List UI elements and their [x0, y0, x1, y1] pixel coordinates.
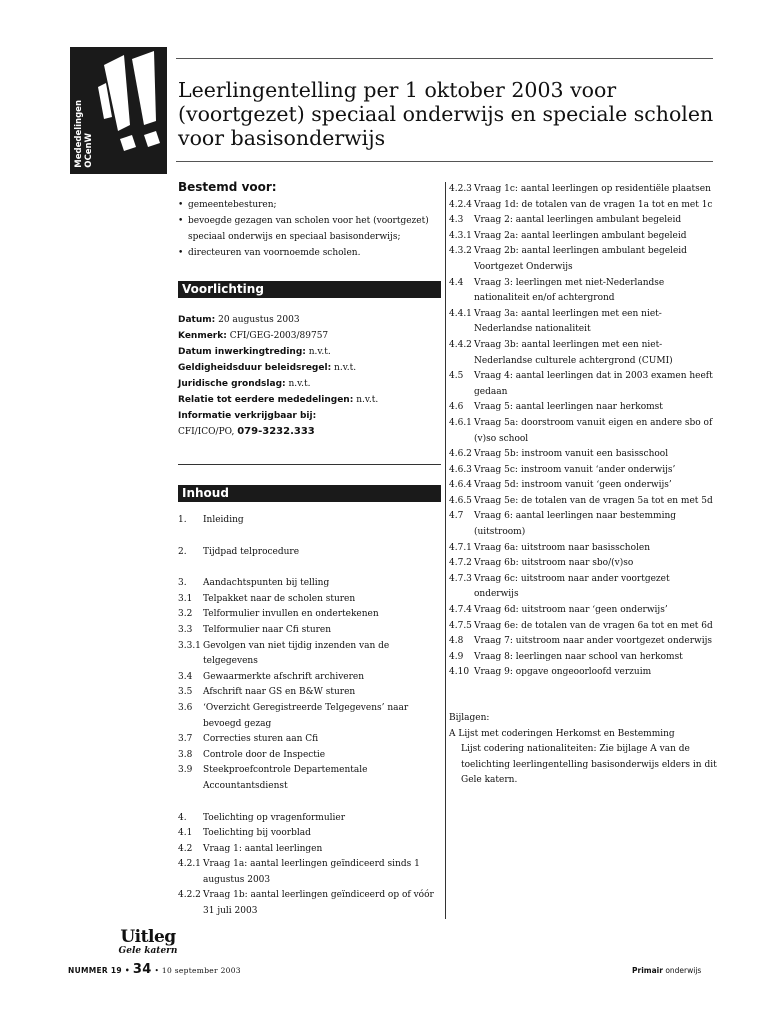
toc-text: Vraag 5a: doorstroom vanuit eigen en andere sbo of (v)so school — [474, 417, 713, 444]
toc-entry — [178, 732, 443, 748]
toc-number: 4.2 — [178, 843, 193, 854]
page-number: 34 — [132, 962, 152, 977]
toc-text: Telpakket naar de scholen sturen — [203, 593, 356, 604]
toc-text: Vraag 7: uitstroom naar ander voortgezet onderwijs — [474, 636, 713, 647]
toc-entry — [178, 748, 443, 764]
toc-number: 4.7.1 — [449, 542, 472, 553]
toc-text: Vraag 5e: de totalen van de vragen 5a tot en met 5d — [474, 495, 713, 506]
toc-number: 4.8 — [449, 636, 464, 647]
toc-text: Telformulier invullen en ondertekenen — [203, 609, 379, 620]
top-rule — [176, 58, 713, 59]
toc-text: ‘Overzicht Geregistreerde Telgegevens’ naar bevoegd gezag — [203, 702, 409, 729]
toc-entry — [449, 603, 717, 619]
toc-gap — [178, 560, 443, 576]
section-bold: Primair — [632, 966, 663, 975]
toc-entry — [449, 182, 717, 198]
toc-entry — [449, 572, 717, 603]
toc-number: 4.4 — [449, 277, 464, 288]
toc-entry — [449, 307, 717, 338]
logo-text — [74, 100, 94, 168]
toc-number: 4.7.5 — [449, 620, 472, 631]
toc-text: Vraag 3: leerlingen met niet-Nederlandse nationaliteit en/of achtergrond — [474, 277, 665, 304]
left-column — [178, 180, 443, 920]
toc-entry — [449, 665, 717, 681]
toc-entry — [178, 857, 443, 888]
meta-label: Datum inwerkingtreding: — [178, 347, 306, 357]
toc-number: 4.2.2 — [178, 890, 201, 901]
bijlage-item: A Lijst met coderingen Herkomst en Bestemming — [449, 728, 675, 739]
column-divider — [445, 182, 446, 919]
toc-number: 3. — [178, 578, 187, 589]
logo-line-2: OCenW — [84, 133, 94, 168]
toc-number: 4.3.1 — [449, 230, 472, 241]
toc-entry — [449, 213, 717, 229]
footer-issue — [68, 962, 241, 977]
toc-number: 4.10 — [449, 667, 470, 678]
issue-date: • 10 september 2003 — [154, 966, 241, 975]
title-bottom-rule — [176, 161, 713, 162]
toc-number: 4.6.3 — [449, 464, 472, 475]
toc-entry — [449, 416, 717, 447]
toc-number: 4.6.2 — [449, 449, 472, 460]
toc-text: Correcties sturen aan Cfi — [203, 734, 319, 745]
toc-number: 4.2.1 — [178, 859, 201, 870]
toc-number: 4.1 — [178, 828, 193, 839]
meta-value: n.v.t. — [356, 395, 379, 405]
toc-entry — [449, 338, 717, 369]
right-column — [449, 182, 717, 789]
meta-value: n.v.t. — [308, 347, 331, 357]
toc-number: 3.1 — [178, 593, 193, 604]
toc-entry — [449, 198, 717, 214]
toc-entry — [178, 576, 443, 592]
contact-phone: 079-3232.333 — [237, 426, 315, 437]
issue-number: NUMMER 19 • — [68, 966, 130, 975]
meta-label: Juridische grondslag: — [178, 379, 286, 389]
meta-value: n.v.t. — [334, 363, 357, 373]
toc-entry — [449, 400, 717, 416]
toc-text: Vraag 1a: aantal leerlingen geïndiceerd sinds 1 augustus 2003 — [203, 859, 420, 885]
toc-number: 4.5 — [449, 371, 464, 382]
toc-number: 3.3.1 — [178, 640, 201, 651]
toc-text: Afschrift naar GS en B&W sturen — [203, 687, 356, 698]
toc-entry — [449, 276, 717, 307]
uitleg-brand: Uitleg — [120, 927, 176, 947]
toc-number: 4.6.4 — [449, 480, 472, 491]
toc-entry — [178, 670, 443, 686]
toc-number: 3.3 — [178, 624, 193, 635]
meta-label: Relatie tot eerdere mededelingen: — [178, 395, 354, 405]
toc-text: Vraag 6b: uitstroom naar sbo/(v)so — [474, 558, 634, 569]
toc-entry — [449, 369, 717, 400]
meta-value: CFI/GEG-2003/89757 — [229, 331, 329, 341]
toc-number: 4.3 — [449, 215, 464, 226]
toc-number: 4.2.3 — [449, 184, 472, 194]
toc-text: Vraag 5b: instroom vanuit een basisschool — [474, 449, 669, 460]
toc-text: Vraag 6d: uitstroom naar ‘geen onderwijs’ — [474, 605, 668, 616]
toc-entry — [178, 545, 443, 561]
contact-dept: CFI/ICO/PO, — [178, 427, 235, 437]
toc-number: 4.6 — [449, 402, 464, 413]
section-rest: onderwijs — [665, 966, 702, 975]
toc-entry — [178, 888, 443, 919]
bijlage-note: Lijst codering nationaliteiten: Zie bijlage A van de toelichting leerlingentelling basisonderwijs elders in dit Gele katern. — [461, 744, 717, 786]
toc-entry — [449, 634, 717, 650]
toc-entry — [449, 463, 717, 479]
toc-number: 4. — [178, 812, 187, 823]
toc-number: 4.3.2 — [449, 246, 472, 257]
logo-line-1: Mededelingen — [74, 100, 84, 168]
toc-text: Gewaarmerkte afschrift archiveren — [203, 671, 365, 682]
toc-text: Tijdpad telprocedure — [203, 546, 300, 557]
toc-number: 3.8 — [178, 749, 193, 760]
toc-number: 4.7.3 — [449, 573, 472, 584]
list-item: • bevoegde gezagen van scholen voor het (voortgezet) speciaal onderwijs en speciaal basisonderwijs; — [178, 213, 443, 245]
toc-text: Telformulier naar Cfi sturen — [203, 624, 332, 635]
toc-text: Vraag 5d: instroom vanuit ‘geen onderwijs’ — [474, 480, 672, 491]
meta-label: Kenmerk: — [178, 331, 227, 341]
uitleg-logo — [118, 928, 178, 956]
toc-number: 3.5 — [178, 687, 193, 698]
toc-text: Steekproefcontrole Departementale Accountantsdienst — [203, 765, 368, 791]
toc-entry — [178, 592, 443, 608]
page-title: Leerlingentelling per 1 oktober 2003 voor (voortgezet) speciaal onderwijs en speciale scholen voor basisonderwijs — [178, 78, 714, 150]
toc-entry — [449, 541, 717, 557]
toc-number: 3.2 — [178, 609, 193, 620]
toc-number: 3.6 — [178, 702, 193, 713]
toc-text: Vraag 2a: aantal leerlingen ambulant begeleid — [474, 230, 687, 241]
toc-entry — [449, 556, 717, 572]
bestemd-list — [178, 197, 443, 261]
toc-entry — [449, 494, 717, 510]
inhoud-heading: Inhoud — [178, 485, 441, 502]
toc-entry — [178, 842, 443, 858]
toc-entry — [449, 447, 717, 463]
toc-gap — [178, 529, 443, 545]
toc-number: 4.6.1 — [449, 417, 472, 428]
toc-text: Toelichting bij voorblad — [203, 828, 311, 839]
toc-text: Vraag 1c: aantal leerlingen op residentiële plaatsen — [474, 184, 711, 194]
toc-text: Vraag 6c: uitstroom naar ander voortgezet onderwijs — [474, 573, 670, 600]
toc-text: Vraag 2b: aantal leerlingen ambulant begeleid Voortgezet Onderwijs — [474, 246, 687, 272]
bestemd-heading: Bestemd voor: — [178, 180, 277, 194]
toc-number: 4.4.1 — [449, 308, 472, 319]
toc-text: Controle door de Inspectie — [203, 749, 326, 760]
toc-entry — [449, 619, 717, 635]
toc-number: 4.2.4 — [449, 199, 472, 210]
toc-text: Vraag 3a: aantal leerlingen met een niet-Nederlandse nationaliteit — [474, 308, 662, 335]
exclamation-marks-icon — [94, 47, 167, 174]
toc-text: Vraag 4: aantal leerlingen dat in 2003 examen heeft gedaan — [474, 371, 713, 397]
toc-text: Inleiding — [203, 515, 244, 525]
meta-value: 20 augustus 2003 — [218, 315, 300, 325]
meta-value: n.v.t. — [288, 379, 311, 389]
list-item: • gemeentebesturen; — [178, 197, 443, 213]
toc-number: 3.4 — [178, 671, 193, 682]
toc-text: Vraag 1b: aantal leerlingen geïndiceerd op of vóór 31 juli 2003 — [203, 890, 434, 917]
toc-right — [449, 182, 717, 681]
toc-entry — [449, 478, 717, 494]
toc-number: 4.9 — [449, 651, 464, 662]
toc-text: Toelichting op vragenformulier — [203, 812, 346, 823]
toc-text: Vraag 5c: instroom vanuit ‘ander onderwijs’ — [474, 464, 676, 475]
toc-number: 4.4.2 — [449, 339, 472, 350]
toc-number: 3.9 — [178, 765, 193, 776]
toc-entry — [449, 244, 717, 275]
toc-entry — [178, 607, 443, 623]
toc-text: Gevolgen van niet tijdig inzenden van de telgegevens — [203, 640, 390, 667]
toc-entry — [178, 513, 443, 529]
toc-left — [178, 513, 443, 920]
meta-label: Datum: — [178, 315, 216, 325]
toc-number: 4.7.2 — [449, 558, 472, 569]
toc-text: Vraag 6a: uitstroom naar basisscholen — [474, 542, 651, 553]
toc-entry — [178, 623, 443, 639]
toc-number: 1. — [178, 515, 187, 525]
voorlichting-details — [178, 312, 443, 440]
toc-number: 4.7.4 — [449, 605, 472, 616]
toc-entry — [178, 639, 443, 670]
toc-text: Vraag 5: aantal leerlingen naar herkomst — [474, 402, 663, 413]
toc-number: 2. — [178, 546, 187, 557]
footer-section — [632, 966, 701, 975]
toc-number: 4.6.5 — [449, 495, 472, 506]
list-item: • directeuren van voornoemde scholen. — [178, 245, 443, 261]
meta-label: Informatie verkrijgbaar bij: — [178, 411, 317, 421]
toc-entry — [449, 229, 717, 245]
mededelingen-logo — [70, 47, 167, 174]
bijlagen — [449, 711, 717, 789]
toc-text: Aandachtspunten bij telling — [203, 578, 330, 589]
toc-text: Vraag 6: aantal leerlingen naar bestemming (uitstroom) — [474, 511, 676, 538]
toc-text: Vraag 6e: de totalen van de vragen 6a tot en met 6d — [474, 620, 713, 631]
toc-text: Vraag 1d: de totalen van de vragen 1a tot en met 1c — [474, 199, 713, 210]
toc-entry — [178, 763, 443, 794]
toc-gap — [178, 795, 443, 811]
toc-text: Vraag 1: aantal leerlingen — [203, 843, 323, 854]
toc-text: Vraag 2: aantal leerlingen ambulant begeleid — [474, 215, 682, 226]
bijlagen-heading: Bijlagen: — [449, 713, 490, 723]
toc-text: Vraag 3b: aantal leerlingen met een niet-Nederlandse culturele achtergrond (CUMI) — [474, 339, 673, 366]
meta-label: Geldigheidsduur beleidsregel: — [178, 363, 332, 373]
toc-text: Vraag 9: opgave ongeoorloofd verzuim — [474, 667, 652, 678]
toc-entry — [178, 826, 443, 842]
toc-entry — [178, 701, 443, 732]
toc-number: 3.7 — [178, 734, 193, 745]
toc-number: 4.7 — [449, 511, 464, 522]
gele-katern-label: Gele katern — [118, 946, 178, 956]
toc-entry — [449, 650, 717, 666]
toc-entry — [178, 685, 443, 701]
toc-entry — [178, 811, 443, 827]
voorlichting-heading: Voorlichting — [178, 281, 441, 298]
toc-entry — [449, 509, 717, 540]
toc-text: Vraag 8: leerlingen naar school van herkomst — [474, 651, 683, 662]
